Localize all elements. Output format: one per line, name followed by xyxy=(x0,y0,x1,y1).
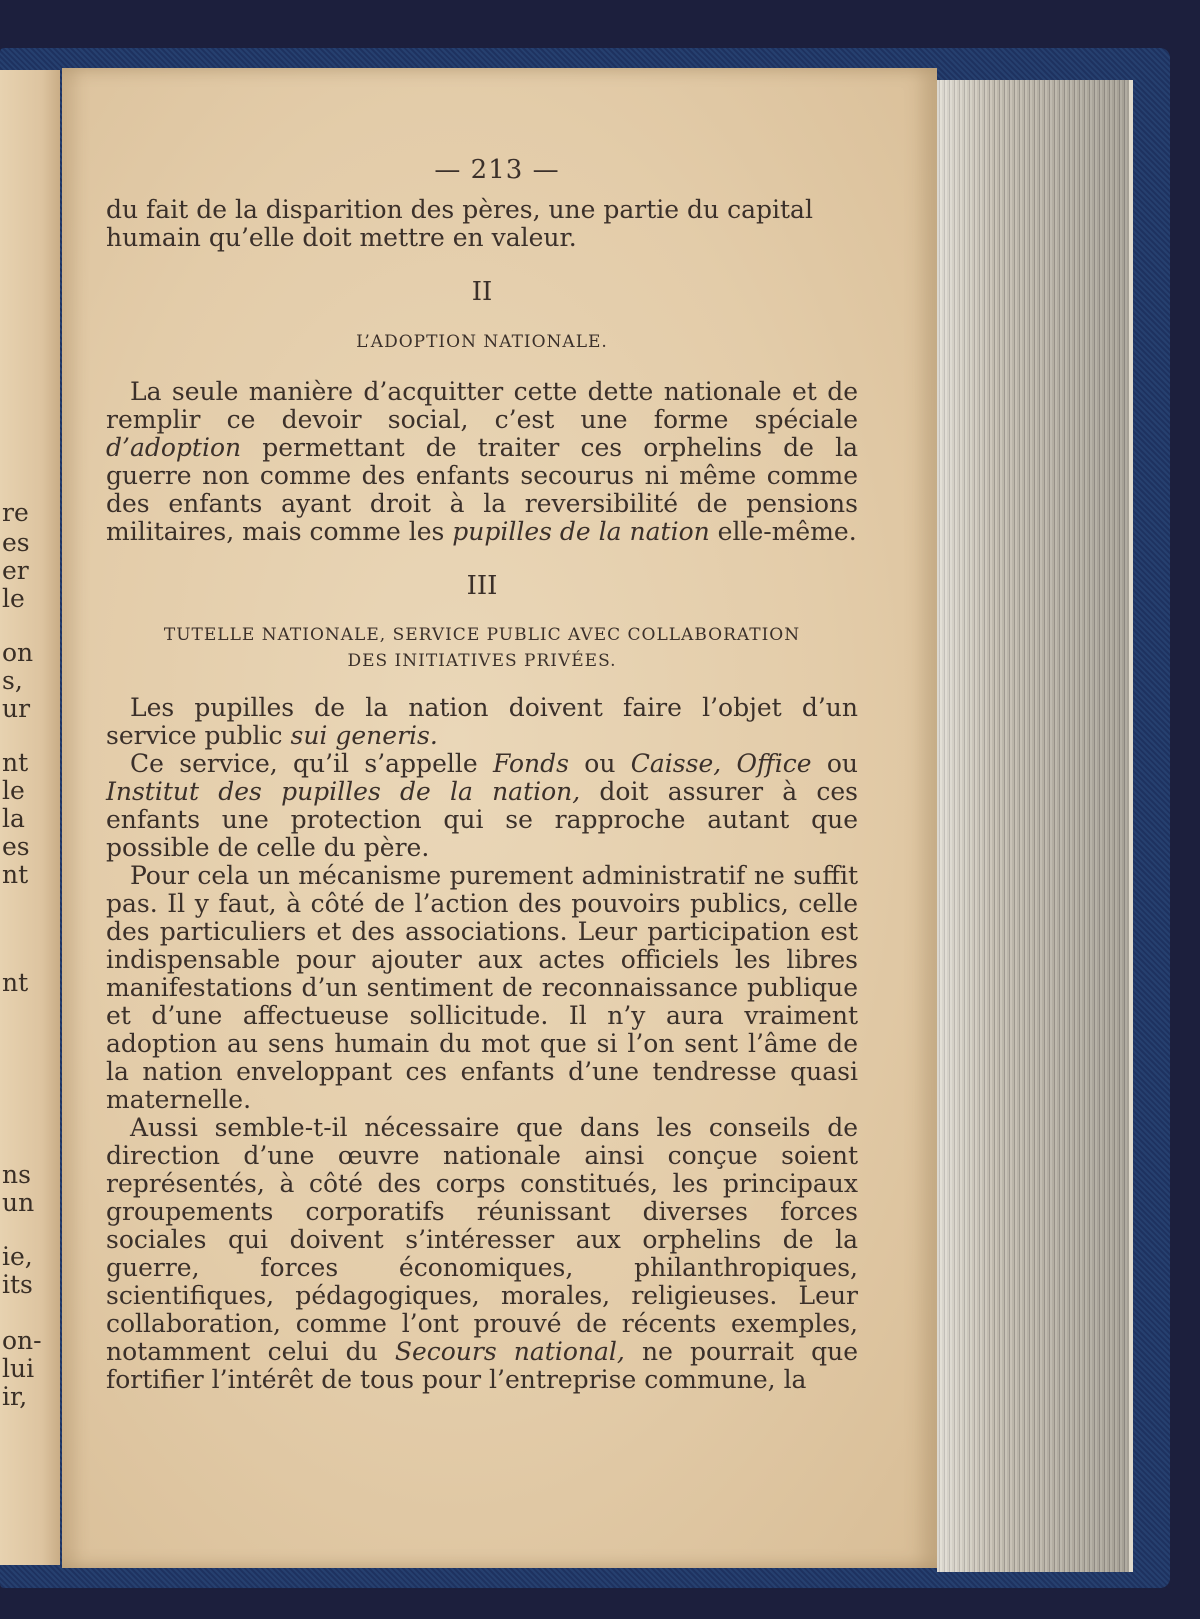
left-page-fragment: on xyxy=(2,638,34,667)
tutelle-p2-italic-2: Caisse, Office xyxy=(630,749,812,778)
opening-line-2: humain qu’elle doit mettre en valeur. xyxy=(106,223,577,252)
tutelle-paragraph-4 xyxy=(106,1114,858,1394)
left-page-fragment: es xyxy=(2,832,30,861)
left-page-fragment: ie, xyxy=(2,1242,33,1271)
section-numeral-ii: II xyxy=(471,277,493,307)
left-page-fragment: nt xyxy=(2,748,29,777)
left-page-fragment: on- xyxy=(2,1326,42,1355)
left-page-fragment: nt xyxy=(2,860,29,889)
tutelle-p2-text-d: doit assurer à ces enfants une protection qui se rapproche autant que possible de celle du père. xyxy=(106,777,858,862)
left-page-fragment: la xyxy=(2,804,25,833)
left-page-fragment: re xyxy=(2,498,29,527)
page-number: — 213 — xyxy=(434,155,560,185)
tutelle-p1-text: Les pupilles de la nation doivent faire l’objet d’un service public xyxy=(106,693,858,750)
tutelle-p2-text-b: ou xyxy=(568,749,631,778)
tutelle-p2-italic-1: Fonds xyxy=(492,749,569,778)
section-numeral-iii: III xyxy=(466,571,498,601)
tutelle-paragraph-1 xyxy=(106,694,858,750)
adoption-italic-1: d’adoption xyxy=(106,433,242,462)
tutelle-p2-italic-3: Institut des pupilles de la nation, xyxy=(106,777,581,806)
tutelle-p4-italic: Secours national, xyxy=(394,1337,625,1366)
left-page-fragment: es xyxy=(2,528,30,557)
page-text xyxy=(106,156,858,1394)
tutelle-paragraph-3: Pour cela un mécanisme purement administratif ne suffit pas. Il y faut, à côté de l’action des pouvoirs publics, celle des particuliers et des associations. Leur participation est indispensable pour ajouter aux actes officiels les libres manifestations d’un sentiment de reconnaissance publique et d’une affectueuse sollicitude. Il n’y aura vraiment adoption au sens humain du mot que si l’on sent l’âme de la nation enveloppant ces enfants d’une tendresse quasi maternelle. xyxy=(106,861,858,1114)
adoption-italic-2: pupilles de la nation xyxy=(452,517,710,546)
opening-line-1: du fait de la disparition des pères, une partie du capital xyxy=(106,195,813,224)
left-page-fragment: ns xyxy=(2,1160,31,1189)
tutelle-p2-text-a: Ce service, qu’il s’appelle xyxy=(130,749,493,778)
tutelle-paragraph-2 xyxy=(106,750,858,862)
tutelle-title-line-2: DES INITIATIVES PRIVÉES. xyxy=(347,651,617,671)
adoption-text-b: permettant de traiter ces orphelins de la guerre non comme des enfants secourus ni même comme des enfants ayant droit à la reversibilité de pensions militaires, mais comme les xyxy=(106,433,858,546)
section-title-adoption: L’ADOPTION NATIONALE. xyxy=(356,332,608,352)
left-page-fragment: nt xyxy=(2,968,29,997)
adoption-text-c: elle-même. xyxy=(709,517,857,546)
page-block-edges xyxy=(937,80,1133,1572)
tutelle-title-line-1: TUTELLE NATIONALE, SERVICE PUBLIC AVEC COLLABORATION xyxy=(163,625,801,645)
tutelle-p4-text-b: ne pourrait que fortifier l’intérêt de tous pour l’entreprise commune, la xyxy=(106,1337,858,1394)
left-page-fragment: un xyxy=(2,1188,35,1217)
adoption-text-a: La seule manière d’acquitter cette dette nationale et de remplir ce devoir social, c’est une forme spéciale xyxy=(106,377,858,434)
section-title-tutelle xyxy=(106,622,858,674)
left-page-fragment: ir, xyxy=(2,1382,28,1411)
left-page-fragment: ur xyxy=(2,694,31,723)
tutelle-p2-text-c: ou xyxy=(811,749,858,778)
left-page-fragment: s, xyxy=(2,666,23,695)
adoption-paragraph xyxy=(106,378,858,546)
left-page-fragment: le xyxy=(2,776,25,805)
tutelle-p4-text-a: Aussi semble-t-il nécessaire que dans les conseils de direction d’une œuvre nationale ainsi conçue soient représentés, à côté des corps constitués, les principaux groupements corporatifs réunissant diverses forces sociales qui doivent s’intéresser aux orphelins de la guerre, forces économiques, philanthropiques, scientifiques, pédagogiques, morales, religieuses. Leur collaboration, comme l’ont prouvé de récents exemples, notamment celui du xyxy=(106,1113,858,1366)
left-page-fragment: le xyxy=(2,584,25,613)
left-page-fragment: lui xyxy=(2,1354,35,1383)
opening-paragraph xyxy=(106,196,858,252)
tutelle-p1-italic: sui generis. xyxy=(290,721,438,750)
previous-page-edge xyxy=(0,70,60,1565)
left-page-fragment: er xyxy=(2,556,29,585)
left-page-fragment: its xyxy=(2,1270,33,1299)
